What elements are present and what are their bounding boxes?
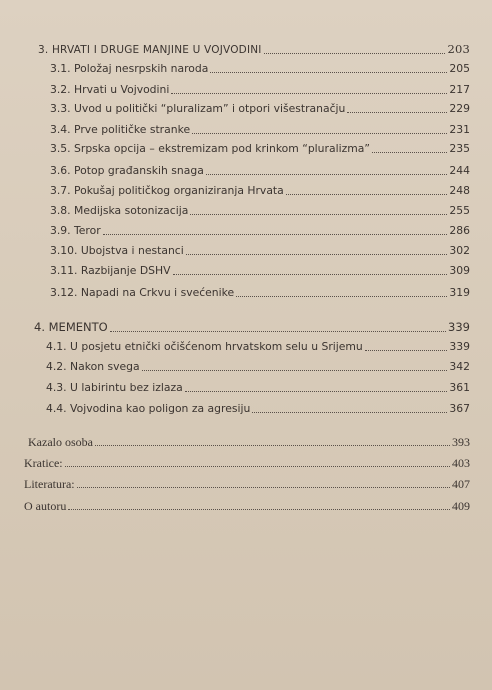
toc-entry — [50, 226, 470, 237]
toc-entry — [50, 85, 470, 96]
toc-entry-title: 3.1. Položaj nesrpskih naroda — [50, 62, 209, 75]
toc-entry — [50, 166, 470, 177]
toc-section-heading — [34, 322, 470, 334]
toc-entry — [50, 288, 470, 299]
dot-leader — [110, 330, 446, 332]
toc-entry — [50, 144, 470, 155]
toc-page-number: 203 — [447, 42, 470, 56]
dot-leader — [103, 233, 448, 235]
toc-entry — [50, 64, 470, 75]
toc-entry-title: 3.7. Pokušaj političkog organiziranja Hrvata — [50, 184, 284, 197]
toc-entry-title: 4.2. Nakon svega — [46, 360, 140, 373]
toc-page-number: 217 — [449, 83, 470, 96]
toc-entry-title: O autoru — [24, 499, 67, 513]
toc-entry-title: 3.2. Hrvati u Vojvodini — [50, 83, 170, 96]
toc-page-number: 248 — [449, 184, 470, 197]
dot-leader — [95, 444, 450, 446]
dot-leader — [186, 253, 448, 255]
toc-entry-title: 4.1. U posjetu etnički očišćenom hrvatskom selu u Srijemu — [46, 340, 363, 353]
toc-back-matter-entry — [28, 436, 470, 448]
toc-entry-title: 3.6. Potop građanskih snaga — [50, 164, 204, 177]
toc-entry-title: Literatura: — [24, 477, 75, 491]
toc-entry-title: Kratice: — [24, 456, 63, 470]
toc-entry-title: 3.9. Teror — [50, 224, 101, 237]
toc-page-number: 205 — [449, 62, 470, 75]
dot-leader — [173, 273, 448, 275]
dot-leader — [190, 213, 447, 215]
toc-entry-title: 3.8. Medijska sotonizacija — [50, 204, 189, 217]
toc-page-number: 229 — [449, 102, 470, 115]
toc-back-matter-entry — [24, 500, 470, 512]
dot-leader — [171, 92, 447, 94]
dot-leader — [77, 486, 450, 488]
toc-entry — [50, 246, 470, 257]
dot-leader — [365, 349, 448, 351]
dot-leader — [142, 369, 448, 371]
toc-entry-title: 3.5. Srpska opcija – ekstremizam pod krinkom “pluralizma” — [50, 142, 370, 155]
dot-leader — [264, 52, 446, 54]
dot-leader — [192, 132, 447, 134]
toc-page-number: 393 — [452, 435, 470, 449]
toc-entry — [46, 404, 470, 415]
toc-entry-title: 3.12. Napadi na Crkvu i svećenike — [50, 286, 235, 299]
toc-page-number: 286 — [449, 224, 470, 237]
toc-page-number: 235 — [449, 142, 470, 155]
toc-page-number: 244 — [449, 164, 470, 177]
dot-leader — [252, 411, 447, 413]
toc-entry-title: 4.3. U labirintu bez izlaza — [46, 381, 183, 394]
toc-entry — [50, 125, 470, 136]
toc-entry-title: 3.10. Ubojstva i nestanci — [50, 244, 184, 257]
toc-page-number: 302 — [449, 244, 470, 257]
toc-page-number: 319 — [449, 286, 470, 299]
toc-entry — [50, 186, 470, 197]
toc-back-matter-entry — [24, 478, 470, 490]
toc-page-number: 309 — [449, 264, 470, 277]
toc-entry-title: 3.4. Prve političke stranke — [50, 123, 191, 136]
toc-entry-title: 3.3. Uvod u politički “pluralizam” i otpori višestranačju — [50, 102, 346, 115]
toc-page-number: 403 — [452, 456, 470, 470]
toc-entry — [50, 104, 470, 115]
dot-leader — [210, 71, 447, 73]
toc-entry-title: Kazalo osoba — [28, 435, 93, 449]
toc-entry-title: 3. HRVATI I DRUGE MANJINE U VOJVODINI — [38, 44, 262, 56]
dot-leader — [372, 151, 447, 153]
dot-leader — [236, 295, 447, 297]
toc-page-number: 339 — [448, 320, 470, 334]
toc-entry — [50, 206, 470, 217]
toc-page-number: 339 — [449, 340, 470, 353]
toc-entry-title: 3.11. Razbijanje DSHV — [50, 264, 171, 277]
dot-leader — [68, 508, 450, 510]
toc-page-number: 409 — [452, 499, 470, 513]
toc-page-number: 367 — [449, 402, 470, 415]
dot-leader — [347, 111, 447, 113]
toc-page-number: 231 — [449, 123, 470, 136]
toc-entry — [46, 342, 470, 353]
toc-page-number: 342 — [449, 360, 470, 373]
dot-leader — [65, 465, 450, 467]
dot-leader — [185, 390, 448, 392]
toc-entry-title: 4. MEMENTO — [34, 320, 108, 334]
toc-entry — [50, 266, 470, 277]
toc-entry — [46, 383, 470, 394]
dot-leader — [286, 193, 448, 195]
toc-page-number: 407 — [452, 477, 470, 491]
toc-page-number: 255 — [449, 204, 470, 217]
toc-entry — [46, 362, 470, 373]
toc-entry-title: 4.4. Vojvodina kao poligon za agresiju — [46, 402, 251, 415]
dot-leader — [206, 173, 448, 175]
toc-page-number: 361 — [449, 381, 470, 394]
toc-section-heading — [38, 44, 470, 56]
toc-back-matter-entry — [24, 457, 470, 469]
